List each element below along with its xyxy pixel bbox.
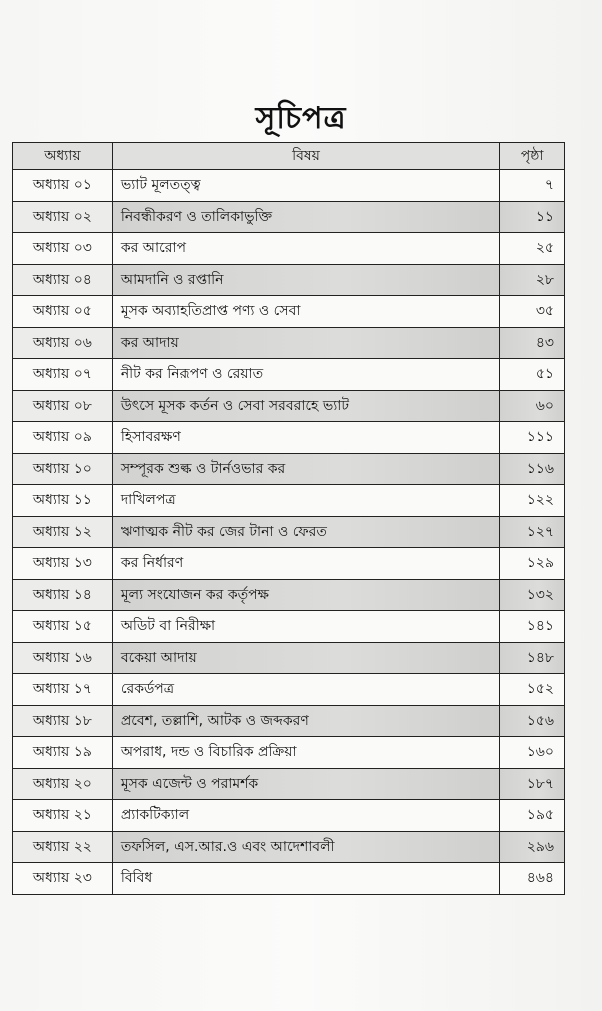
page-number-cell: ৪৩ bbox=[500, 327, 565, 359]
page-number-cell: ৩৫ bbox=[500, 296, 565, 328]
subject-cell: আমদানি ও রপ্তানি bbox=[112, 264, 499, 296]
chapter-cell: অধ্যায় ০৩ bbox=[13, 233, 113, 265]
page-number-cell: ৬০ bbox=[500, 390, 565, 422]
chapter-cell: অধ্যায় ০৬ bbox=[13, 327, 113, 359]
page-title: সূচিপত্র bbox=[255, 101, 347, 136]
chapter-cell: অধ্যায় ০৫ bbox=[13, 296, 113, 328]
subject-cell: বকেয়া আদায় bbox=[112, 642, 499, 674]
chapter-cell: অধ্যায় ১৬ bbox=[13, 642, 113, 674]
subject-cell: ভ্যাট মূলতত্ত্ব bbox=[112, 170, 499, 202]
chapter-cell: অধ্যায় ১০ bbox=[13, 453, 113, 485]
chapter-cell: অধ্যায় ০৭ bbox=[13, 359, 113, 391]
table-row bbox=[13, 705, 565, 737]
chapter-cell: অধ্যায় ২১ bbox=[13, 800, 113, 832]
table-row bbox=[13, 233, 565, 265]
table-of-contents bbox=[12, 142, 565, 895]
page-number-cell: ৭ bbox=[500, 170, 565, 202]
subject-cell: নীট কর নিরূপণ ও রেয়াত bbox=[112, 359, 499, 391]
table-row bbox=[13, 296, 565, 328]
chapter-cell: অধ্যায় ২৩ bbox=[13, 863, 113, 895]
subject-cell: মূসক এজেন্ট ও পরামর্শক bbox=[112, 768, 499, 800]
table-row bbox=[13, 548, 565, 580]
page-number-cell: ১৯৫ bbox=[500, 800, 565, 832]
subject-cell: অপরাধ, দন্ড ও বিচারিক প্রক্রিয়া bbox=[112, 737, 499, 769]
chapter-cell: অধ্যায় ২০ bbox=[13, 768, 113, 800]
subject-cell: হিসাবরক্ষণ bbox=[112, 422, 499, 454]
page-number-cell: ১১ bbox=[500, 201, 565, 233]
chapter-cell: অধ্যায় ১১ bbox=[13, 485, 113, 517]
page-number-cell: ১৫২ bbox=[500, 674, 565, 706]
page-number-cell: ১১১ bbox=[500, 422, 565, 454]
table-row bbox=[13, 453, 565, 485]
table-row bbox=[13, 579, 565, 611]
table-row bbox=[13, 642, 565, 674]
chapter-cell: অধ্যায় ১৯ bbox=[13, 737, 113, 769]
table-row bbox=[13, 485, 565, 517]
subject-cell: দাখিলপত্র bbox=[112, 485, 499, 517]
table-row bbox=[13, 674, 565, 706]
subject-cell: বিবিধ bbox=[112, 863, 499, 895]
table-row bbox=[13, 422, 565, 454]
subject-cell: কর আদায় bbox=[112, 327, 499, 359]
subject-cell: কর নির্ধারণ bbox=[112, 548, 499, 580]
subject-cell: তফসিল, এস.আর.ও এবং আদেশাবলী bbox=[112, 831, 499, 863]
page-number-cell: ১২৯ bbox=[500, 548, 565, 580]
chapter-cell: অধ্যায় ১৪ bbox=[13, 579, 113, 611]
page-number-cell: ৫১ bbox=[500, 359, 565, 391]
chapter-cell: অধ্যায় ০৮ bbox=[13, 390, 113, 422]
subject-cell: উৎসে মূসক কর্তন ও সেবা সরবরাহে ভ্যাট bbox=[112, 390, 499, 422]
subject-cell: অডিট বা নিরীক্ষা bbox=[112, 611, 499, 643]
page-number-cell: ১২৭ bbox=[500, 516, 565, 548]
chapter-cell: অধ্যায় ১৭ bbox=[13, 674, 113, 706]
header-chapter: অধ্যায় bbox=[13, 143, 113, 170]
table-row bbox=[13, 170, 565, 202]
page-number-cell: ১২২ bbox=[500, 485, 565, 517]
page-number-cell: ৪৬৪ bbox=[500, 863, 565, 895]
page-number-cell: ২৫ bbox=[500, 233, 565, 265]
page-number-cell: ১৬০ bbox=[500, 737, 565, 769]
chapter-cell: অধ্যায় ০৪ bbox=[13, 264, 113, 296]
chapter-cell: অধ্যায় ২২ bbox=[13, 831, 113, 863]
chapter-cell: অধ্যায় ১৮ bbox=[13, 705, 113, 737]
header-subject: বিষয় bbox=[112, 143, 499, 170]
table-row bbox=[13, 831, 565, 863]
table-row bbox=[13, 737, 565, 769]
subject-cell: প্র্যাকটিক্যাল bbox=[112, 800, 499, 832]
table-row bbox=[13, 390, 565, 422]
subject-cell: নিবন্ধীকরণ ও তালিকাভুক্তি bbox=[112, 201, 499, 233]
subject-cell: সম্পূরক শুল্ক ও টার্নওভার কর bbox=[112, 453, 499, 485]
table-row bbox=[13, 327, 565, 359]
header-page: পৃষ্ঠা bbox=[500, 143, 565, 170]
page-number-cell: ১৮৭ bbox=[500, 768, 565, 800]
chapter-cell: অধ্যায় ১৫ bbox=[13, 611, 113, 643]
chapter-cell: অধ্যায় ১৩ bbox=[13, 548, 113, 580]
subject-cell: মূল্য সংযোজন কর কর্তৃপক্ষ bbox=[112, 579, 499, 611]
subject-cell: কর আরোপ bbox=[112, 233, 499, 265]
page-number-cell: ১৪১ bbox=[500, 611, 565, 643]
page-number-cell: ১৩২ bbox=[500, 579, 565, 611]
table-body bbox=[13, 170, 565, 895]
table-row bbox=[13, 201, 565, 233]
subject-cell: ঋণাত্মক নীট কর জের টানা ও ফেরত bbox=[112, 516, 499, 548]
table-row bbox=[13, 768, 565, 800]
chapter-cell: অধ্যায় ০৯ bbox=[13, 422, 113, 454]
chapter-cell: অধ্যায় ০১ bbox=[13, 170, 113, 202]
chapter-cell: অধ্যায় ১২ bbox=[13, 516, 113, 548]
table-header-row bbox=[13, 143, 565, 170]
subject-cell: রেকর্ডপত্র bbox=[112, 674, 499, 706]
table-row bbox=[13, 800, 565, 832]
table-row bbox=[13, 516, 565, 548]
page-number-cell: ১৫৬ bbox=[500, 705, 565, 737]
page-number-cell: ১১৬ bbox=[500, 453, 565, 485]
table-row bbox=[13, 359, 565, 391]
page-number-cell: ২৮ bbox=[500, 264, 565, 296]
chapter-cell: অধ্যায় ০২ bbox=[13, 201, 113, 233]
table-row bbox=[13, 611, 565, 643]
table-row bbox=[13, 863, 565, 895]
table-row bbox=[13, 264, 565, 296]
page-number-cell: ২৯৬ bbox=[500, 831, 565, 863]
subject-cell: প্রবেশ, তল্লাশি, আটক ও জব্দকরণ bbox=[112, 705, 499, 737]
subject-cell: মূসক অব্যাহতিপ্রাপ্ত পণ্য ও সেবা bbox=[112, 296, 499, 328]
page-number-cell: ১৪৮ bbox=[500, 642, 565, 674]
